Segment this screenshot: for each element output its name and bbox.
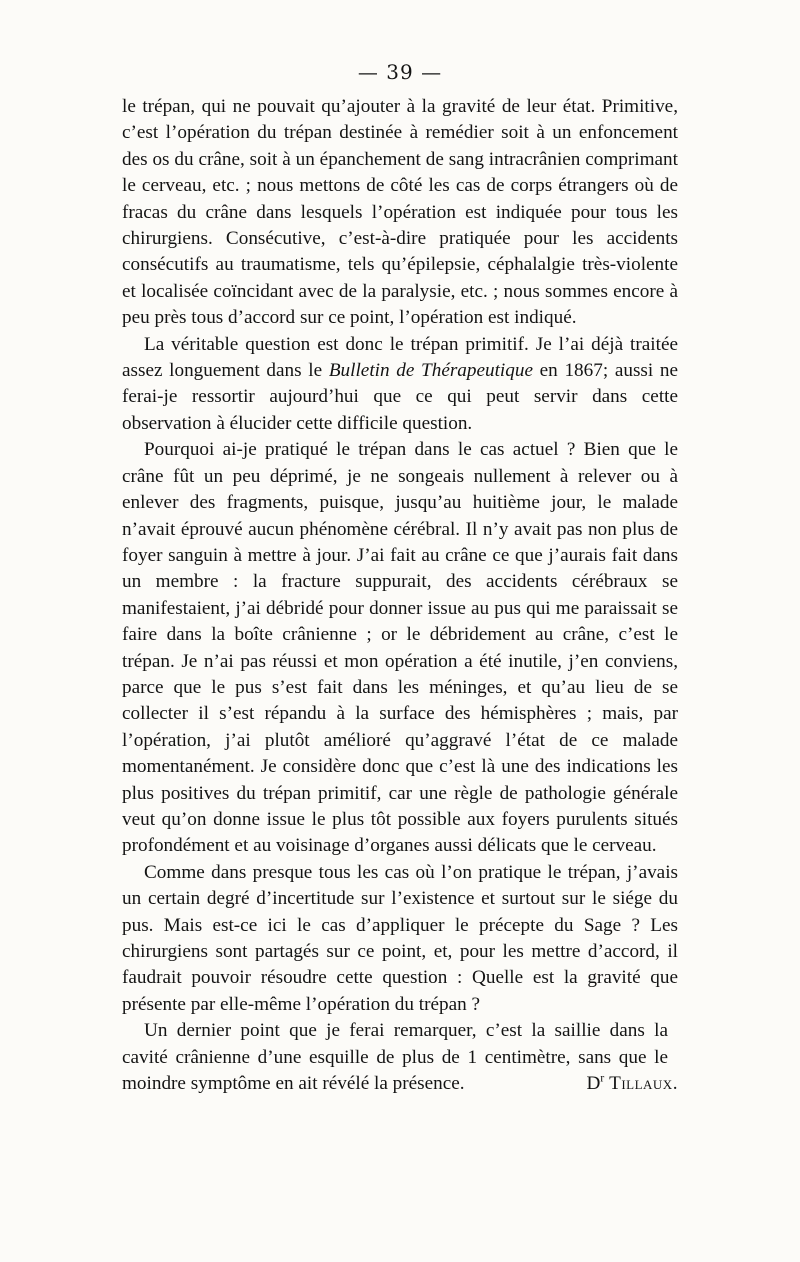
paragraph-2-after: en 1867; aussi ne ferai-je ressortir aujourd’hui que ce qui peut servir dans cette observation à élucider cette difficile question. [122, 360, 678, 434]
paragraph-1: le trépan, qui ne pouvait qu’ajouter à la gravité de leur état. Primitive, c’est l’opération du trépan destinée à remédier soit à un enfoncement des os du crâne, soit à un épanchement de sang intracrânien comprimant le cerveau, etc. ; nous mettons de côté les cas de corps étrangers où de fracas du crâne dans lesquels l’opération est indiquée pour tous les chirurgiens. Consécutive, c’est-à-dire pratiquée pour les accidents consécutifs au traumatisme, tels qu’épilepsie, céphalalgie très-violente et localisée coïncidant avec de la paralysie, etc. ; nous sommes encore à peu près tous d’accord sur ce point, l’opération est indiqué. [122, 96, 678, 329]
paragraph-5: Un dernier point que je ferai remarquer, c’est la saillie dans la cavité crânienne d’une esquille de plus de 1 centimètre, sans que le moindre symptôme en ait révélé la présence. [122, 1020, 668, 1095]
paragraph-3: Pourquoi ai-je pratiqué le trépan dans le cas actuel ? Bien que le crâne fût un peu déprimé, je ne songeais nullement à relever ou à enlever des fragments, puisque, jusqu’au huitième jour, le malade n’avait éprouvé aucun phénomène cérébral. Il n’y avait pas non plus de foyer sanguin à mettre à jour. J’ai fait au crâne ce que j’aurais fait dans un membre : la fracture suppurait, des accidents cérébraux se manifestaient, j’ai débridé pour donner issue au pus qui me paraissait se faire dans la boîte crânienne ; or le débridement au crâne, c’est le trépan. Je n’ai pas réussi et mon opération a été inutile, j’en conviens, parce que le pus s’est fait dans les méninges, et qu’au lieu de se collecter il s’est répandu à la surface des hémisphères ; mais, par l’opération, j’ai plutôt amélioré qu’aggravé l’état de ce malade momentanément. Je considère donc que c’est là une des indications les plus positives du trépan primitif, car une règle de pathologie générale veut qu’on donne issue le plus tôt possible aux foyers purulents situés profondément et au voisinage d’organes aussi délicats que le cerveau. [122, 439, 678, 857]
signature-prefix: D [586, 1073, 601, 1095]
signature [586, 1070, 678, 1095]
body-text [122, 94, 678, 1097]
journal-title: Bulletin de Thérapeutique [328, 360, 533, 382]
signature-name: Tillaux. [609, 1073, 678, 1095]
paragraph-4: Comme dans presque tous les cas où l’on pratique le trépan, j’avais un certain degré d’incertitude sur l’existence et surtout sur le siége du pus. Mais est-ce ici le cas d’appliquer le précepte du Sage ? Les chirurgiens sont partagés sur ce point, et, pour les mettre d’accord, il faudrait pouvoir résoudre cette question : Quelle est la gravité que présente par elle-même l’opération du trépan ? [122, 861, 678, 1015]
paragraph-2 [122, 332, 678, 438]
signature-prefix-sup: r [600, 1070, 605, 1085]
paragraph-2-before: La véritable question est donc le trépan primitif. Je l’ai déjà traitée assez longuement dans le [122, 333, 678, 382]
page-number: — 39 — [357, 60, 443, 84]
